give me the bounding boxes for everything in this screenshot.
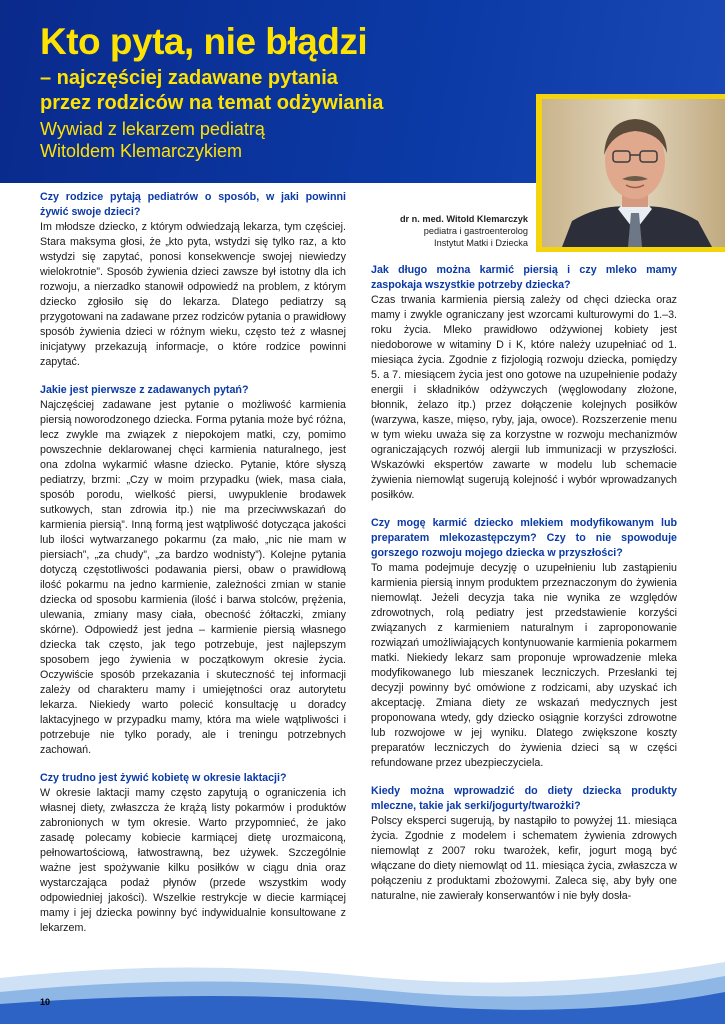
qa-block xyxy=(40,383,346,758)
qa-block xyxy=(40,771,346,936)
question: Jak długo można karmić piersią i czy mleko mamy zaspokaja wszystkie potrzeby dziecka? xyxy=(371,264,677,291)
answer: Najczęściej zadawane jest pytanie o możliwość karmienia piersią noworodzonego dziecka. Forma pytania może być różna, lecz zwykle ma związek z niepokojem matki, czy, pomimo powszechnie deklarowanej chęci karmienia naturalnego, jest ona zdolna wykarmić własne dziecko. Pytanie, które słyszą pediatrzy, brzmi: „Czy w moim przypadku (wiek, masa ciała, sposób porodu, wielkość piersi, uwypuklenie brodawek sutkowych, stan zdrowia itp.) nie ma przeciwwskazań do karmienia piersią”. Inną formą jest wątpliwość dotycząca jakości lub ilości wytwarzanego pokarmu (za mało, „nic nie mam w piersiach”, „za chudy”, „za bardzo wodnisty”). Kolejne pytania dotyczą częstotliwości podawania piersi, obaw o prawidłową ilość pokarmu na jedno karmienie, zależności zmian w stanie dziecka od sposobu karmienia (ilość i barwa stolców, prężenia, ulewania, zmiany masy ciała, obecność żółtaczki, zmiany skórne). Odpowiedź jest jedna – karmienie piersią własnego dziecka tak często, jak tego potrzebuje, jest najlepszym sposobem jego żywienia w początkowym okresie życia. Oczywiście sposób przekazania i skuteczność tej informacji zależy od charakteru mamy i umiejętności oraz autorytetu lekarza. Niekiedy warto polecić konsultację u doradcy laktacyjnego w przypadku mamy, która ma wiele wątpliwości i potrzebuje nie tylko porady, ale i treningu potrzebnych zachowań. xyxy=(40,399,346,756)
qa-block xyxy=(371,263,677,503)
question: Czy trudno jest żywić kobietę w okresie laktacji? xyxy=(40,772,287,784)
subtitle-line-1: – najczęściej zadawane pytania xyxy=(40,67,338,89)
portrait-photo xyxy=(542,99,725,247)
question: Czy mogę karmić dziecko mlekiem modyfikowanym lub preparatem mlekozastępczym? Czy to nie spowoduje gorszego rozwoju mojego dziecka w przyszłości? xyxy=(371,517,677,559)
qa-block xyxy=(40,190,346,370)
caption-line-1: pediatra i gastroenterolog xyxy=(423,226,528,236)
question: Jakie jest pierwsze z zadawanych pytań? xyxy=(40,384,249,396)
question: Czy rodzice pytają pediatrów o sposób, w jaki powinni żywić swoje dzieci? xyxy=(40,191,346,218)
interview-info xyxy=(40,118,265,162)
photo-frame xyxy=(536,94,725,252)
page-subtitle xyxy=(40,66,383,116)
question: Kiedy można wprowadzić do diety dziecka produkty mleczne, takie jak serki/jogurty/twarożki? xyxy=(371,785,677,812)
answer: Czas trwania karmienia piersią zależy od chęci dziecka oraz mamy i zwykle ograniczany jest wzorcami kulturowymi do 1.–3. roku życia. Mleko prawidłowo odżywionej kobiety jest niedoborowe w witaminy D i K, które należy uzupełniać od 1. miesiąca życia. Zgodnie z fizjologią rozwoju dziecka, pomiędzy 5. a 7. miesiącem życia jest ono gotowe na uzupełnienie podaży energii i składników odżywczych (węglowodany złożone, błonnik, żelazo itp.) przez dołączenie kolejnych posiłków (warzywa, kasze, mięso, ryby, jaja, owoce). Rozszerzenie menu w tym wieku uważa się za korzystne w rozwoju mechanizmów ograniczających rozwój alergii lub immunizacji w przyszłości. Wskazówki ekspertów zawarte w modelu lub schemacie żywienia niemowląt sugerują kolejność i wybór wprowadzanych posiłków. xyxy=(371,294,677,501)
page-title: Kto pyta, nie błądzi xyxy=(40,21,368,62)
answer: Polscy eksperci sugerują, by nastąpiło to powyżej 11. miesiąca życia. Zgodnie z modelem i schematem żywienia zdrowych niemowląt z 2007 roku twarożek, kefir, jogurt mogą być włączane do diety niemowląt od 11. miesiąca życia, zwłaszcza w połączeniu z produktami zbożowymi. Zaleca się, aby były one naturalne, nie zawierały konserwantów i nie były dosła- xyxy=(371,815,677,902)
qa-block xyxy=(371,516,677,771)
interview-line-1: Wywiad z lekarzem pediatrą xyxy=(40,119,265,139)
subtitle-line-2: przez rodziców na temat odżywiania xyxy=(40,92,384,114)
qa-block xyxy=(371,784,677,904)
answer: W okresie laktacji mamy często zapytują o ograniczenia ich własnej diety, zwłaszcza że krążą listy pokarmów i produktów zabronionych w tym okresie. Warto przypomnieć, że jako zasadę polecamy kobiecie karmiącej dietę urozmaiconą, pełnowartościową, łatwostrawną, bez używek. Szczególnie ważne jest spożywanie kilku posiłków w ciągu dnia oraz wystarczająca podaż płynów (przede wszystkim wody odpowiedniej jakości). Wszelkie restrykcje w diecie karmiącej mamy i jej dziecka powinny być indywidualnie konsultowane z lekarzem. xyxy=(40,787,346,934)
footer-wave-decoration xyxy=(0,950,725,1024)
right-column xyxy=(371,263,677,917)
answer: To mama podejmuje decyzję o uzupełnieniu lub zastąpieniu karmienia piersią innym produktem przeznaczonym do żywienia niemowląt. Jeżeli decyzja taka nie wynika ze względów zdrowotnych, rolą pediatry jest przedstawienie korzyści związanych z karmieniem naturalnym i zaproponowanie rozwiązań umożliwiających kontynuowanie karmienia pokarmem matki. Niekiedy lekarz sam proponuje wprowadzenie mleka modyfikowanego lub mieszanek leczniczych. Przesłanki tej decyzji powinny być omówione z rodzicami, aby uzyskać ich akceptację. Zmiana diety ze wskazań medycznych jest proponowana wtedy, gdy dziecko osiągnie korzyści zdrowotne lub rozwojowe w jej wyniku. Dlatego zwiększone koszty preparatów leczniczych do żywienia dzieci są w części refundowane przez ubezpieczyciela. xyxy=(371,562,677,769)
caption-line-2: Instytut Matki i Dziecka xyxy=(434,238,528,248)
left-column xyxy=(40,190,346,949)
photo-caption xyxy=(370,213,528,249)
interview-line-2: Witoldem Klemarczykiem xyxy=(40,141,243,161)
answer: Im młodsze dziecko, z którym odwiedzają lekarza, tym częściej. Stara maksyma głosi, że „kto pyta, wstydzi się tylko raz, a kto wstydzi się zapytać, ponosi konsekwencje swojej niewiedzy wielokrotnie”. Sposób żywienia dzieci zawsze był istotny dla ich rozwoju, a nierzadko stanowił odpowiedź na problem, z którym dziecko zgłosiło się do lekarza. Dlatego pediatrzy są przygotowani na zadawane przez rodziców pytania o prawidłowy sposób żywienia dzieci w różnym wieku, często też z własnej inicjatywy przekazują informacje, o które rodzice powinni zapytać. xyxy=(40,221,346,368)
page-number: 10 xyxy=(40,997,51,1007)
caption-name: dr n. med. Witold Klemarczyk xyxy=(399,214,528,224)
